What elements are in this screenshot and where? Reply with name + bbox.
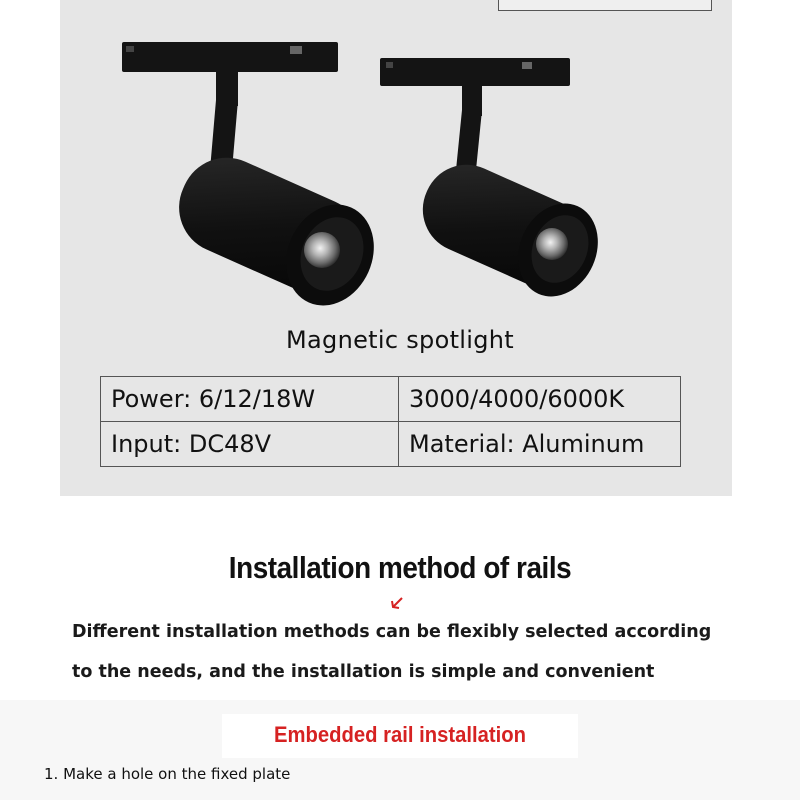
down-left-arrow-icon (390, 596, 404, 610)
spotlight-large (122, 42, 390, 320)
installation-heading: Installation method of rails (228, 550, 572, 585)
installation-description-line1: Different installation methods can be flexibly selected according (72, 622, 712, 642)
embedded-rail-subheading: Embedded rail installation (274, 722, 526, 747)
spec-input: Input: DC48V (101, 422, 399, 467)
installation-description-line2: to the needs, and the installation is simple and convenient (72, 662, 655, 682)
spotlight-illustration (0, 0, 800, 320)
product-caption: Magnetic spotlight (286, 326, 514, 354)
spec-material: Material: Aluminum (399, 422, 681, 467)
spec-table (100, 376, 681, 467)
step-1-text: 1. Make a hole on the fixed plate (44, 765, 291, 783)
spec-power: Power: 6/12/18W (101, 377, 399, 422)
spotlight-small (380, 58, 612, 309)
table-row (101, 377, 681, 422)
table-row (101, 422, 681, 467)
spec-color-temperature: 3000/4000/6000K (399, 377, 681, 422)
